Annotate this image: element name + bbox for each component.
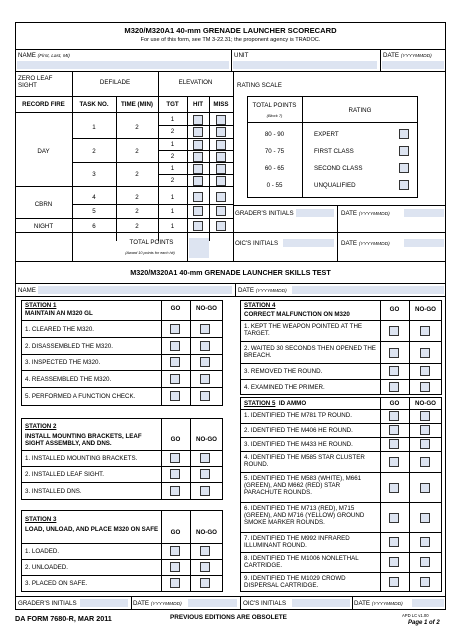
- no-go-checkbox[interactable]: [420, 411, 430, 421]
- task-number: 2: [92, 148, 96, 155]
- divider: [15, 261, 446, 262]
- go-header: GO: [389, 306, 400, 313]
- skills-date-label: DATE (YYYYMMDD): [238, 287, 287, 294]
- task-number: 4: [92, 194, 96, 201]
- divider: [15, 96, 233, 97]
- hit-checkbox[interactable]: [193, 152, 203, 162]
- apd-version: APD LC v1.00: [402, 613, 429, 618]
- divider: [247, 122, 418, 123]
- page-number: Page 1 of 2: [408, 620, 440, 626]
- go-checkbox[interactable]: [389, 577, 399, 587]
- hit-checkbox[interactable]: [193, 115, 203, 125]
- task-item: 4. IDENTIFIED THE M585 STAR CLUSTER ROUND.: [244, 454, 365, 469]
- oics-initials-label: OIC'S INITIALS: [243, 600, 287, 607]
- task-item: 3. INSPECTED THE M320.: [25, 359, 101, 366]
- no-go-checkbox[interactable]: [200, 486, 210, 496]
- name-field[interactable]: [17, 61, 229, 69]
- divider: [190, 300, 191, 406]
- task-item: 1. CLEARED THE M320.: [25, 326, 95, 333]
- rating-range: 70 - 75: [264, 148, 285, 155]
- task-item: 1. KEPT THE WEAPON POINTED AT THE TARGET.: [244, 323, 363, 338]
- go-checkbox[interactable]: [170, 341, 180, 351]
- miss-header: MISS: [213, 101, 229, 108]
- task-item: 7. IDENTIFIED THE M992 INFRARED ILLUMINANT ROUND.: [244, 535, 350, 550]
- go-checkbox[interactable]: [389, 513, 399, 523]
- no-go-checkbox[interactable]: [420, 513, 430, 523]
- task-item: 3. IDENTIFIED THE M433 HE ROUND.: [244, 441, 353, 448]
- divider: [21, 450, 223, 451]
- divider: [240, 363, 442, 364]
- divider: [240, 379, 442, 380]
- oics-initials-field[interactable]: [283, 239, 334, 247]
- station-5-title: STATION 5 ID AMMO: [244, 400, 307, 407]
- divider: [380, 49, 381, 71]
- skills-name-field[interactable]: [38, 286, 232, 294]
- task-number: 3: [92, 171, 96, 178]
- divider: [240, 320, 442, 321]
- divider: [15, 232, 233, 233]
- miss-checkbox[interactable]: [216, 127, 226, 137]
- go-checkbox[interactable]: [170, 357, 180, 367]
- task-item: 8. IDENTIFIED THE M1006 NONLETHAL CARTRIDGE.: [244, 555, 359, 570]
- go-checkbox[interactable]: [170, 374, 180, 384]
- station-4-subtitle: CORRECT MALFUNCTION ON M320: [244, 311, 350, 318]
- task-time: 2: [135, 171, 139, 178]
- station-4-title: STATION 4: [244, 302, 276, 309]
- second-class-checkbox[interactable]: [399, 163, 409, 173]
- task-item: 5. IDENTIFIED THE M583 (WHITE), M661 (GREEN), AND M662 (RED) STAR PARACHUTE ROUNDS.: [244, 475, 362, 497]
- no-go-checkbox[interactable]: [420, 348, 430, 358]
- go-checkbox[interactable]: [170, 486, 180, 496]
- divider: [380, 397, 381, 592]
- go-checkbox[interactable]: [389, 537, 399, 547]
- record-fire-header: RECORD FIRE: [22, 101, 65, 108]
- first-class-checkbox[interactable]: [399, 146, 409, 156]
- divider: [15, 296, 446, 297]
- go-header: GO: [170, 529, 181, 536]
- task-number: 1: [92, 124, 96, 131]
- task-item: 3. INSTALLED DNS.: [25, 488, 82, 495]
- task-item: 2. IDENTIFIED THE M406 HE ROUND.: [244, 427, 353, 434]
- hit-checkbox[interactable]: [193, 127, 203, 137]
- zero-leaf-sight-label: ZERO LEAF SIGHT: [18, 75, 53, 90]
- graders-initials-field[interactable]: [296, 209, 334, 217]
- divider: [161, 300, 162, 406]
- form-subtitle: For use of this form, see TM 3-22.31; the proponent agency is TRADOC.: [140, 37, 321, 43]
- divider: [15, 186, 233, 187]
- go-checkbox[interactable]: [170, 562, 180, 572]
- previous-editions-note: PREVIOUS EDITIONS ARE OBSOLETE: [170, 614, 287, 621]
- oics-initials-label: OIC'S INITIALS: [235, 240, 279, 247]
- elevation-label: ELEVATION: [178, 79, 213, 86]
- divider: [116, 96, 117, 241]
- go-checkbox[interactable]: [389, 557, 399, 567]
- miss-checkbox[interactable]: [216, 192, 226, 202]
- miss-checkbox[interactable]: [216, 152, 226, 162]
- target-number: 1: [170, 208, 175, 215]
- no-go-checkbox[interactable]: [200, 324, 210, 334]
- divider: [21, 575, 223, 576]
- target-number: 2: [170, 153, 175, 160]
- hit-checkbox[interactable]: [193, 206, 203, 216]
- go-checkbox[interactable]: [389, 439, 399, 449]
- divider: [240, 423, 442, 424]
- task-item: 1. IDENTIFIED THE M781 TP ROUND.: [244, 412, 352, 419]
- go-header: GO: [170, 305, 181, 312]
- rating-label: FIRST CLASS: [314, 148, 354, 155]
- divider: [240, 532, 442, 533]
- no-go-header: NO-GO: [196, 529, 217, 536]
- divider: [72, 138, 233, 139]
- miss-checkbox[interactable]: [216, 164, 226, 174]
- divider: [158, 174, 233, 175]
- divider: [158, 150, 233, 151]
- task-item: 5. PERFORMED A FUNCTION CHECK.: [25, 393, 136, 400]
- date-label: DATE (YYYYMMDD): [341, 210, 390, 217]
- date-label: DATE (YYYYMMDD): [133, 600, 182, 607]
- divider: [21, 354, 223, 355]
- block-hint: (Block 7): [266, 113, 283, 118]
- go-checkbox[interactable]: [170, 469, 180, 479]
- task-item: 1. LOADED.: [25, 548, 60, 555]
- divider: [161, 418, 162, 500]
- station-1-subtitle: MAINTAIN AN M320 GL: [25, 310, 93, 317]
- divider: [409, 397, 410, 592]
- rating-label: EXPERT: [314, 131, 339, 138]
- rating-range: 80 - 90: [264, 131, 285, 138]
- miss-checkbox[interactable]: [216, 115, 226, 125]
- go-checkbox[interactable]: [389, 411, 399, 421]
- no-go-checkbox[interactable]: [420, 326, 430, 336]
- divider: [233, 205, 446, 206]
- day-label: DAY: [37, 148, 50, 155]
- hit-header: HIT: [193, 101, 203, 108]
- no-go-checkbox[interactable]: [200, 357, 210, 367]
- task-time: 2: [135, 148, 139, 155]
- go-header: GO: [170, 436, 181, 443]
- divider: [158, 125, 233, 126]
- hit-checkbox[interactable]: [193, 140, 203, 150]
- hit-checkbox[interactable]: [193, 192, 203, 202]
- task-item: 2. WAITED 30 SECONDS THEN OPENED THE BREACH.: [244, 345, 376, 360]
- divider: [21, 370, 223, 371]
- station-1-title: STATION 1: [25, 302, 57, 309]
- go-checkbox[interactable]: [170, 578, 180, 588]
- divider: [131, 596, 132, 610]
- rating-header: RATING: [348, 107, 372, 114]
- task-item: 6. IDENTIFIED THE M713 (RED), M715 (GREEN), AND M716 (YELLOW) GROUND SMOKE MARKER ROUNDS.: [244, 505, 365, 527]
- no-go-checkbox[interactable]: [200, 562, 210, 572]
- no-go-checkbox[interactable]: [200, 374, 210, 384]
- hit-checkbox[interactable]: [193, 176, 203, 186]
- name-label: NAME (First, Last, MI): [18, 52, 70, 59]
- expert-checkbox[interactable]: [399, 129, 409, 139]
- go-checkbox[interactable]: [170, 324, 180, 334]
- target-number: 1: [170, 165, 175, 172]
- target-number: 1: [170, 223, 175, 230]
- rating-range: 0 - 55: [266, 182, 283, 189]
- task-item: 3. REMOVED THE ROUND.: [244, 368, 323, 375]
- rating-range: 60 - 65: [264, 165, 285, 172]
- divider: [21, 559, 223, 560]
- divider: [15, 596, 446, 597]
- no-go-checkbox[interactable]: [200, 391, 210, 401]
- task-item: 2. UNLOADED.: [25, 564, 68, 571]
- divider: [15, 71, 446, 72]
- divider: [240, 502, 442, 503]
- go-checkbox[interactable]: [170, 391, 180, 401]
- skills-name-label: NAME: [18, 287, 36, 294]
- rating-label: UNQUALIFIED: [314, 182, 356, 189]
- task-item: 1. INSTALLED MOUNTING BRACKETS.: [25, 455, 138, 462]
- task-item: 2. INSTALLED LEAF SIGHT.: [25, 471, 104, 478]
- unit-label: UNIT: [234, 52, 249, 59]
- task-item: 9. IDENTIFIED THE M1029 CROWD DISPERSAL CARTRIDGE.: [244, 575, 346, 590]
- divider: [233, 232, 446, 233]
- no-go-checkbox[interactable]: [200, 469, 210, 479]
- task-item: 4. EXAMINED THE PRIMER.: [244, 384, 325, 391]
- total-points-hint: (Award 10 points for each hit): [125, 251, 175, 255]
- divider: [15, 283, 446, 284]
- no-go-checkbox[interactable]: [420, 439, 430, 449]
- go-checkbox[interactable]: [389, 382, 399, 392]
- go-checkbox[interactable]: [389, 457, 399, 467]
- divider: [240, 451, 442, 452]
- hit-checkbox[interactable]: [193, 221, 203, 231]
- total-points-field[interactable]: [189, 238, 209, 258]
- task-time: 2: [135, 124, 139, 131]
- task-time: 2: [135, 223, 139, 230]
- unqualified-checkbox[interactable]: [399, 180, 409, 190]
- tgt-header: TGT: [166, 101, 179, 108]
- graders-initials-label: GRADER'S INITIALS: [235, 210, 294, 217]
- divider: [187, 96, 188, 241]
- oic-date-field[interactable]: [404, 239, 444, 247]
- target-number: 1: [170, 141, 175, 148]
- divider: [21, 466, 223, 467]
- divider: [231, 49, 232, 71]
- grader-date-field[interactable]: [188, 599, 237, 607]
- date-label: DATE (YYYYMMDD): [354, 600, 403, 607]
- no-go-checkbox[interactable]: [420, 483, 430, 493]
- divider: [21, 337, 223, 338]
- divider: [72, 162, 233, 163]
- task-item: 3. PLACED ON SAFE.: [25, 580, 88, 587]
- unit-field[interactable]: [233, 61, 377, 69]
- form-title: M320/M320A1 40-mm GRENADE LAUNCHER SCORECARD: [124, 26, 337, 35]
- no-go-checkbox[interactable]: [200, 578, 210, 588]
- divider: [15, 112, 233, 113]
- task-time: 2: [135, 194, 139, 201]
- rating-label: SECOND CLASS: [314, 165, 363, 172]
- divider: [21, 320, 223, 321]
- divider: [21, 482, 223, 483]
- divider: [337, 205, 338, 261]
- go-checkbox[interactable]: [389, 326, 399, 336]
- date-field[interactable]: [382, 61, 444, 69]
- date-label: DATE (YYYYMMDD): [341, 240, 390, 247]
- total-points-label: TOTAL POINTS: [129, 239, 174, 246]
- grader-date-field[interactable]: [404, 209, 444, 217]
- divider: [72, 204, 233, 205]
- station-3-subtitle: LOAD, UNLOAD, AND PLACE M320 ON SAFE: [25, 526, 159, 533]
- station-2-subtitle: INSTALL MOUNTING BRACKETS, LEAF SIGHT ASSEMBLY, AND DNS.: [25, 433, 142, 448]
- time-header: TIME (MIN): [121, 101, 153, 108]
- target-number: 1: [170, 116, 175, 123]
- miss-checkbox[interactable]: [216, 206, 226, 216]
- graders-initials-field[interactable]: [80, 599, 128, 607]
- hit-checkbox[interactable]: [193, 164, 203, 174]
- divider: [240, 437, 442, 438]
- miss-checkbox[interactable]: [216, 221, 226, 231]
- divider: [240, 596, 241, 610]
- divider: [240, 472, 442, 473]
- go-checkbox[interactable]: [389, 366, 399, 376]
- task-item: 4. REASSEMBLED THE M320.: [25, 376, 112, 383]
- no-go-checkbox[interactable]: [200, 453, 210, 463]
- night-label: NIGHT: [33, 223, 54, 230]
- cbrn-label: CBRN: [34, 201, 53, 208]
- task-number: 6: [92, 223, 96, 230]
- form-number: DA FORM 7680-R, MAR 2011: [15, 614, 112, 623]
- oic-date-field[interactable]: [412, 599, 444, 607]
- divider: [190, 510, 191, 592]
- go-checkbox[interactable]: [389, 425, 399, 435]
- no-go-checkbox[interactable]: [200, 546, 210, 556]
- target-number: 2: [170, 177, 175, 184]
- miss-checkbox[interactable]: [216, 176, 226, 186]
- total-points-header: TOTAL POINTS: [252, 102, 297, 109]
- rating-scale-label: RATING SCALE: [237, 82, 282, 89]
- no-go-header: NO-GO: [196, 436, 217, 443]
- divider: [240, 341, 442, 342]
- divider: [240, 552, 442, 553]
- no-go-header: NO-GO: [196, 305, 217, 312]
- divider: [240, 572, 442, 573]
- station-2-title: STATION 2: [25, 423, 57, 430]
- graders-initials-label: GRADER'S INITIALS: [18, 600, 77, 607]
- divider: [380, 300, 381, 395]
- divider: [240, 409, 442, 410]
- divider: [161, 510, 162, 592]
- divider: [209, 96, 210, 241]
- no-go-checkbox[interactable]: [200, 341, 210, 351]
- no-go-checkbox[interactable]: [420, 382, 430, 392]
- no-go-header: NO-GO: [415, 400, 436, 407]
- no-go-checkbox[interactable]: [420, 557, 430, 567]
- station-3-title: STATION 3: [25, 516, 57, 523]
- task-item: 2. DISASSEMBLED THE M320.: [25, 343, 113, 350]
- go-checkbox[interactable]: [170, 453, 180, 463]
- no-go-checkbox[interactable]: [420, 457, 430, 467]
- divider: [352, 596, 353, 610]
- go-header: GO: [389, 400, 400, 407]
- skills-date-field[interactable]: [292, 286, 444, 294]
- task-no-header: TASK NO.: [79, 101, 109, 108]
- go-checkbox[interactable]: [389, 348, 399, 358]
- oics-initials-field[interactable]: [292, 599, 350, 607]
- skills-test-title: M320/M320A1 40-mm GRENADE LAUNCHER SKILLS TEST: [130, 268, 331, 277]
- divider: [190, 418, 191, 500]
- task-number: 5: [92, 208, 96, 215]
- go-checkbox[interactable]: [389, 483, 399, 493]
- no-go-checkbox[interactable]: [420, 577, 430, 587]
- divider: [21, 387, 223, 388]
- no-go-checkbox[interactable]: [420, 425, 430, 435]
- divider: [409, 300, 410, 395]
- no-go-header: NO-GO: [415, 306, 436, 313]
- target-number: 1: [170, 194, 175, 201]
- divider: [15, 218, 233, 219]
- date-label: DATE (YYYYMMDD): [383, 52, 432, 59]
- no-go-checkbox[interactable]: [420, 537, 430, 547]
- miss-checkbox[interactable]: [216, 140, 226, 150]
- divider: [235, 283, 236, 296]
- target-number: 2: [170, 128, 175, 135]
- divider: [21, 543, 223, 544]
- task-time: 2: [135, 208, 139, 215]
- defilade-label: DEFILADE: [99, 79, 131, 86]
- no-go-checkbox[interactable]: [420, 366, 430, 376]
- divider: [187, 232, 188, 261]
- go-checkbox[interactable]: [170, 546, 180, 556]
